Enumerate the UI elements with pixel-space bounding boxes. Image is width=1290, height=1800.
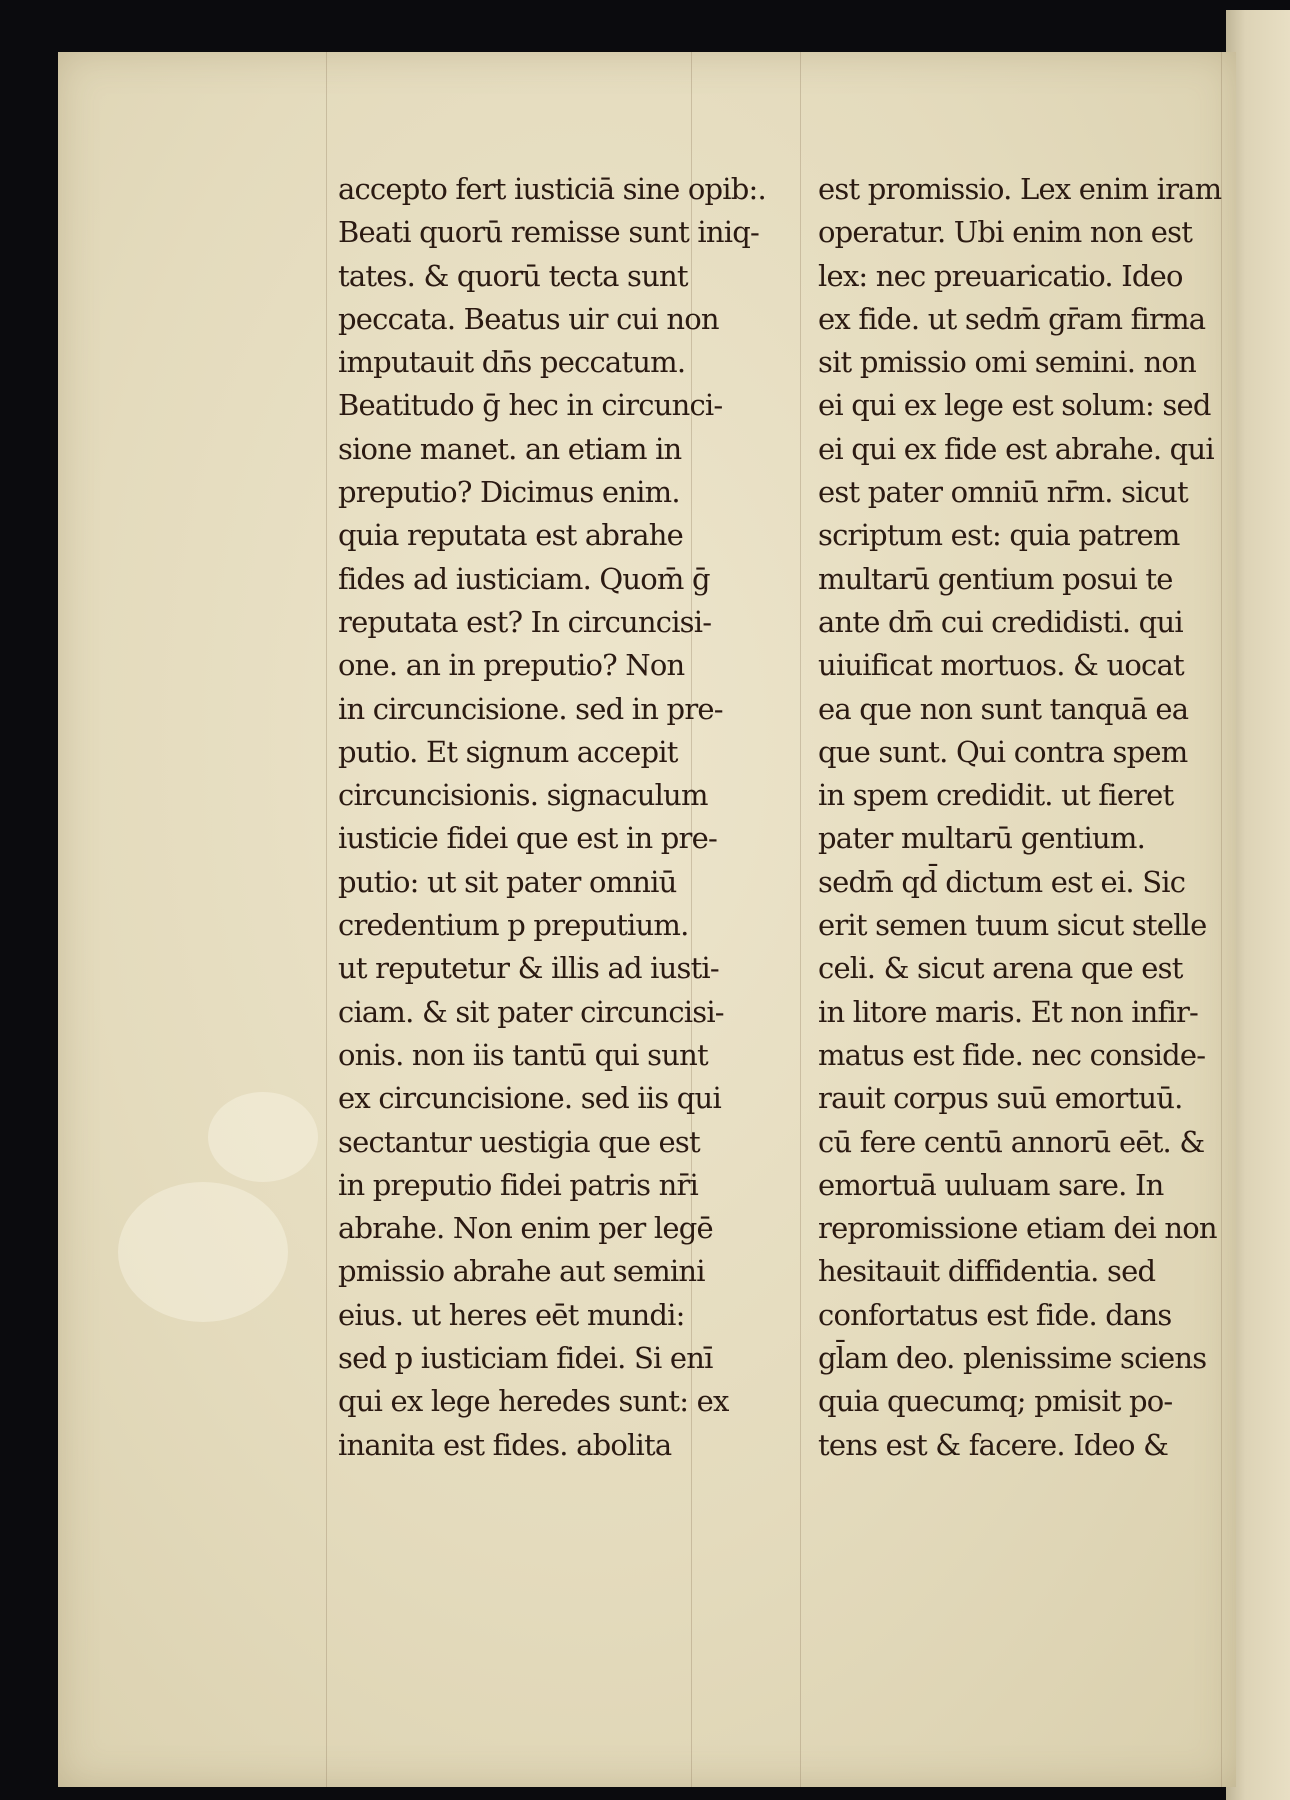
text-line: ex fide. ut sedm̄ gr̄am firma: [818, 301, 1206, 336]
text-line: in litore maris. Et non infir-: [818, 994, 1199, 1029]
text-line: in preputio fidei patris nr̄i: [338, 1167, 698, 1202]
text-line: quia reputata est abrahe: [338, 518, 683, 553]
text-line: peccata. Beatus uir cui non: [338, 301, 719, 336]
text-line: eius. ut heres eēt mundi:: [338, 1297, 685, 1332]
text-line: onis. non iis tantū qui sunt: [338, 1037, 708, 1072]
text-line: tens est & facere. Ideo &: [818, 1427, 1169, 1462]
text-line: abrahe. Non enim per legē: [338, 1211, 713, 1246]
text-line: ea que non sunt tanquā ea: [818, 691, 1189, 726]
text-line: repromissione etiam dei non: [818, 1211, 1217, 1246]
text-line: quia quecumq; pmisit po-: [818, 1384, 1173, 1419]
text-line: est promissio. Lex enim iram: [818, 172, 1222, 206]
text-line: ut reputetur & illis ad iusti-: [338, 951, 719, 986]
left-text-column: [338, 168, 766, 1467]
text-line: emortuā uuluam sare. In: [818, 1167, 1164, 1202]
text-line: confortatus est fide. dans: [818, 1297, 1172, 1332]
text-line: tates. & quorū tecta sunt: [338, 258, 688, 293]
text-line: qui ex lege heredes sunt: ex: [338, 1384, 729, 1419]
text-line: sed p iusticiam fidei. Si enī: [338, 1341, 713, 1376]
text-line: erit semen tuum sicut stelle: [818, 908, 1207, 943]
text-line: gl̄am deo. plenissime sciens: [818, 1341, 1207, 1376]
text-line: in circuncisione. sed in pre-: [338, 691, 723, 726]
text-line: inanita est fides. abolita: [338, 1427, 672, 1462]
ruling-line: [1221, 52, 1222, 1787]
right-text-column: [818, 168, 1222, 1467]
text-line: sione manet. an etiam in: [338, 431, 682, 466]
parchment-stain: [208, 1092, 318, 1182]
text-line: ante dm̄ cui credidisti. qui: [818, 604, 1183, 639]
text-line: ei qui ex lege est solum: sed: [818, 388, 1211, 423]
text-line: ei qui ex fide est abrahe. qui: [818, 431, 1214, 466]
text-line: one. an in preputio? Non: [338, 648, 685, 683]
ruling-line: [326, 52, 327, 1787]
parchment-stain: [118, 1182, 288, 1322]
text-line: reputata est? In circuncisi-: [338, 604, 712, 639]
text-line: rauit corpus suū emortuū.: [818, 1081, 1183, 1116]
text-line: ex circuncisione. sed iis qui: [338, 1081, 721, 1116]
text-line: sedm̄ qd̄ dictum est ei. Sic: [818, 864, 1186, 899]
text-line: cū fere centū annorū eēt. &: [818, 1124, 1205, 1159]
text-line: operatur. Ubi enim non est: [818, 215, 1193, 250]
text-line: hesitauit diffidentia. sed: [818, 1254, 1156, 1289]
text-line: que sunt. Qui contra spem: [818, 734, 1188, 769]
text-line: multarū gentium posui te: [818, 561, 1173, 596]
text-line: circuncisionis. signaculum: [338, 778, 708, 813]
text-line: ciam. & sit pater circuncisi-: [338, 994, 724, 1029]
text-line: fides ad iusticiam. Quom̄ ḡ: [338, 561, 710, 596]
text-line: imputauit dn̄s peccatum.: [338, 345, 686, 380]
text-line: celi. & sicut arena que est: [818, 951, 1183, 986]
text-line: Beatitudo ḡ hec in circunci-: [338, 388, 723, 423]
text-line: putio. Et signum accepit: [338, 734, 678, 769]
text-line: pmissio abrahe aut semini: [338, 1254, 705, 1289]
text-line: accepto fert iusticiā sine opib:.: [338, 172, 766, 206]
ruling-line: [800, 52, 801, 1787]
text-line: credentium p preputium.: [338, 908, 689, 943]
text-line: iusticie fidei que est in pre-: [338, 821, 717, 856]
text-line: lex: nec preuaricatio. Ideo: [818, 258, 1183, 293]
text-line: scriptum est: quia patrem: [818, 518, 1180, 553]
text-line: pater multarū gentium.: [818, 821, 1146, 856]
text-line: matus est fide. nec conside-: [818, 1037, 1206, 1072]
text-line: est pater omniū nr̄m. sicut: [818, 475, 1188, 510]
text-line: uiuificat mortuos. & uocat: [818, 648, 1184, 683]
text-line: preputio? Dicimus enim.: [338, 475, 680, 510]
text-line: sectantur uestigia que est: [338, 1124, 700, 1159]
text-line: in spem credidit. ut fieret: [818, 778, 1174, 813]
text-line: putio: ut sit pater omniū: [338, 864, 677, 899]
text-line: Beati quorū remisse sunt iniq-: [338, 215, 760, 250]
text-line: sit pmissio omi semini. non: [818, 345, 1196, 380]
